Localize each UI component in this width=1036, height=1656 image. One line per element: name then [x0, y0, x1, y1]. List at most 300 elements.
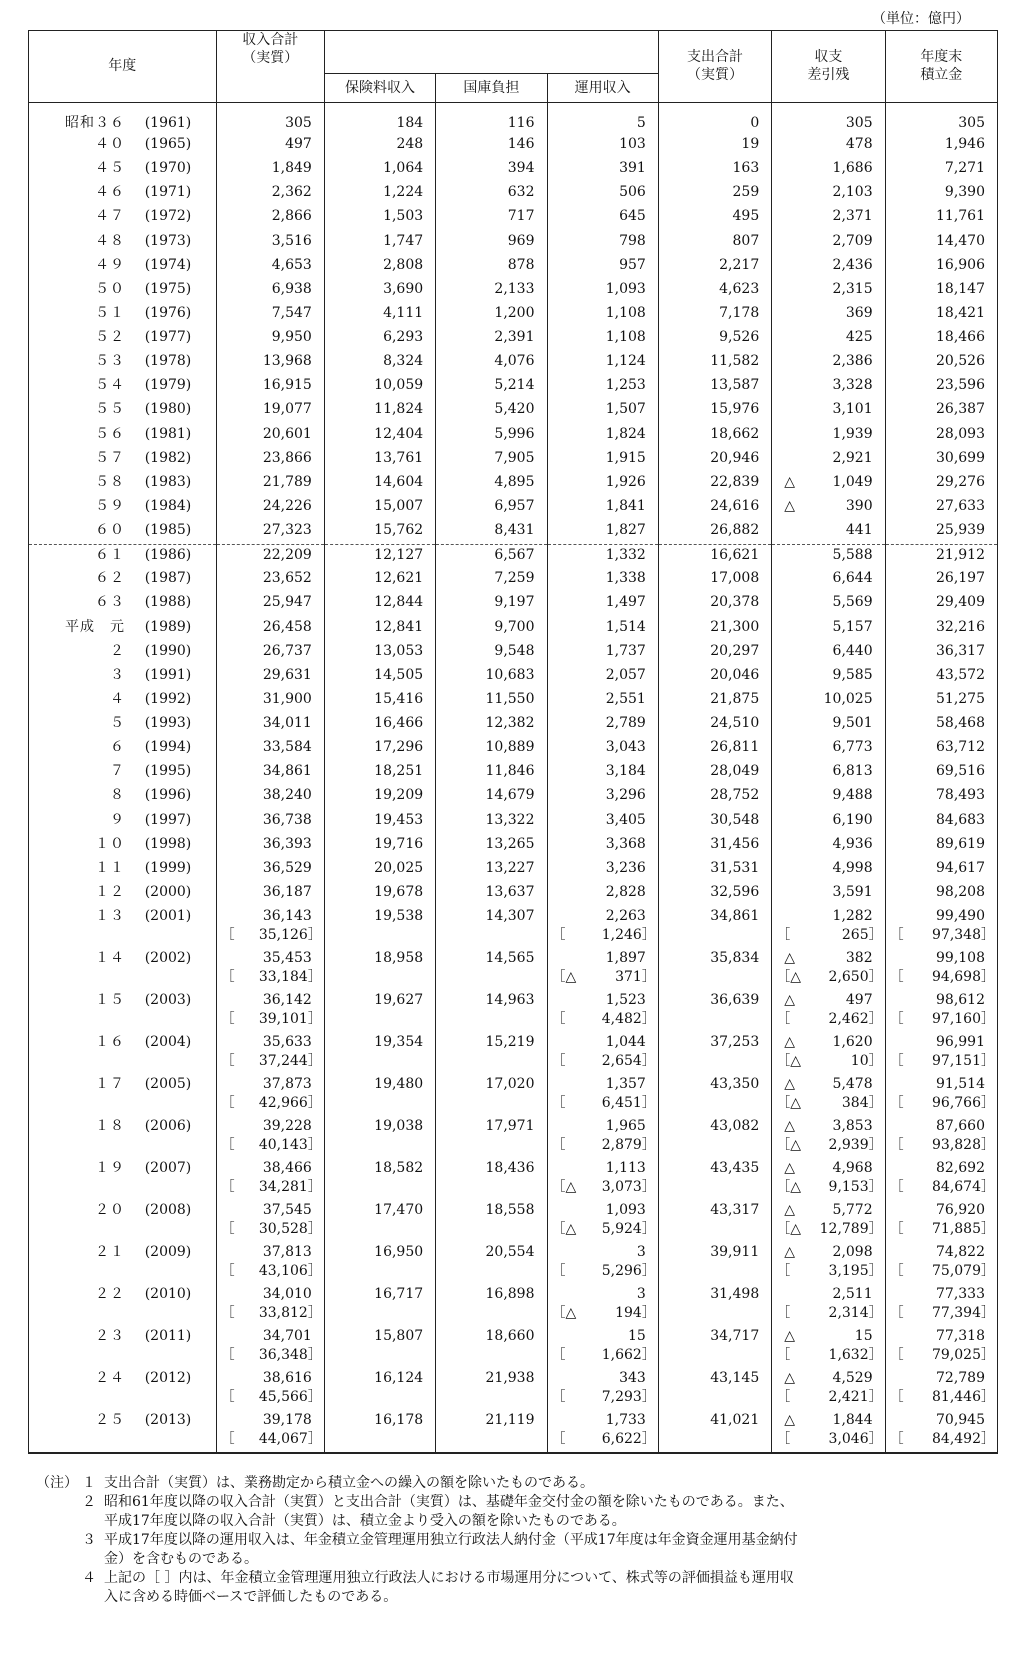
bracket-open: ［ [776, 1388, 791, 1405]
cell-premium [324, 255, 435, 279]
cell-reserve [885, 785, 997, 809]
value: 37,545 [262, 1201, 312, 1218]
value: 305 [285, 114, 312, 131]
value: 27,323 [262, 522, 312, 538]
value: 14,307 [485, 908, 535, 924]
market-value: ［ 79,025］ [889, 1346, 995, 1363]
value: 6,938 [271, 280, 312, 297]
value: 87,660 [936, 1117, 985, 1134]
cell-expense-total [658, 948, 771, 990]
value: 2,436 [832, 256, 873, 273]
value: 32,596 [710, 883, 760, 900]
value: 18,558 [485, 1201, 535, 1218]
cell-balance [772, 351, 885, 375]
era-year: １３ [95, 908, 125, 924]
cell-income-total [216, 424, 324, 448]
year-label [29, 1410, 216, 1430]
cell-investment [547, 206, 658, 230]
header-reserve: 年度末 積立金 [885, 31, 997, 103]
cell-year [29, 592, 217, 616]
cell-reserve [885, 906, 997, 948]
market-value: ［ 75,079］ [889, 1262, 995, 1279]
cell-balance [772, 1242, 885, 1284]
market-value: ［ 5,296］ [551, 1262, 656, 1279]
cell-year [29, 158, 217, 182]
cell-year [29, 1032, 217, 1074]
value: 18,662 [710, 425, 760, 442]
value: 1,253 [605, 377, 646, 394]
cell-treasury [436, 713, 547, 737]
cell-balance [772, 206, 885, 230]
cell-treasury [436, 520, 547, 544]
value: 1,124 [605, 353, 646, 370]
era-year: １９ [95, 1159, 125, 1176]
bracket-open: ［ [220, 1178, 235, 1195]
western-year: (1979) [144, 377, 192, 394]
bracket-open: ［ [889, 1220, 904, 1237]
value: 1,849 [271, 160, 312, 177]
cell-balance [772, 279, 885, 303]
year-label [29, 785, 216, 805]
cell-balance [772, 327, 885, 351]
cell-investment [547, 1116, 658, 1158]
cell-balance [772, 1074, 885, 1116]
value: 41,021 [710, 1411, 760, 1428]
cell-reserve [885, 1032, 997, 1074]
market-value: ［ △ 9,153］ [776, 1178, 883, 1195]
value: 8,431 [494, 522, 535, 538]
value: 1,497 [605, 594, 646, 611]
cell-investment [547, 375, 658, 399]
cell-premium [324, 1242, 435, 1284]
era-year: ６１ [95, 546, 125, 563]
cell-expense-total [658, 689, 771, 713]
bracket-open: ［ [551, 1388, 566, 1405]
market-value: ［ 84,492］ [889, 1430, 995, 1447]
table-row [29, 472, 998, 496]
western-year: (2001) [144, 908, 192, 924]
cell-balance [772, 544, 885, 568]
value: 13,968 [262, 353, 312, 370]
cell-balance [772, 1116, 885, 1158]
cell-treasury [436, 737, 547, 761]
note-number: １ [82, 1475, 96, 1491]
bracket-open: ［ [551, 1136, 566, 1153]
cell-investment [547, 1368, 658, 1410]
western-year: (1994) [144, 739, 192, 756]
cell-treasury [436, 1116, 547, 1158]
market-value: ［ 43,106］ [220, 1262, 322, 1279]
cell-reserve [885, 231, 997, 255]
era-year: ４ [110, 690, 125, 707]
cell-year [29, 182, 217, 206]
value: 478 [845, 136, 873, 152]
cell-balance [772, 785, 885, 809]
value: 21,912 [936, 546, 985, 563]
value: 1,224 [383, 184, 424, 201]
value: 969 [507, 232, 535, 249]
value: △ 497 [784, 991, 873, 1008]
market-value: ［ 42,966］ [220, 1094, 322, 1111]
year-label [29, 1284, 216, 1304]
cell-reserve [885, 1242, 997, 1284]
value: 23,866 [262, 449, 312, 466]
cell-treasury [436, 1032, 547, 1074]
negative-mark: △ [784, 1411, 796, 1428]
bracket-open: ［ [889, 1262, 904, 1279]
cell-reserve [885, 1410, 997, 1453]
year-label [29, 948, 216, 968]
value: 3,690 [383, 280, 424, 297]
cell-reserve [885, 948, 997, 990]
value: 632 [507, 184, 535, 201]
cell-income-total [216, 102, 324, 134]
value: 26,811 [710, 739, 760, 756]
value: 1,108 [605, 329, 646, 345]
western-year: (1984) [144, 497, 192, 514]
value: 36,393 [262, 835, 312, 852]
value: 23,596 [936, 377, 985, 394]
value: △ 382 [784, 949, 873, 966]
cell-premium [324, 906, 435, 948]
cell-balance [772, 568, 885, 592]
cell-premium [324, 1368, 435, 1410]
western-year: (1982) [144, 449, 192, 466]
value: 10,059 [374, 377, 424, 394]
cell-expense-total [658, 448, 771, 472]
note-lead [36, 1531, 82, 1550]
era-year: ２５ [95, 1411, 125, 1428]
cell-reserve [885, 665, 997, 689]
cell-expense-total [658, 182, 771, 206]
value: 3,368 [605, 835, 646, 852]
value: 16,124 [374, 1369, 424, 1386]
era-year: ４９ [95, 256, 125, 273]
note-line [36, 1531, 996, 1550]
value: 30,699 [936, 449, 985, 466]
negative-mark: △ [565, 1220, 577, 1237]
cell-treasury [436, 102, 547, 134]
bracket-open: ［ [220, 927, 235, 943]
value: 13,761 [374, 449, 424, 466]
cell-premium [324, 472, 435, 496]
cell-premium [324, 375, 435, 399]
cell-income-total [216, 906, 324, 948]
cell-reserve [885, 1284, 997, 1326]
year-label [29, 761, 216, 781]
cell-investment [547, 544, 658, 568]
cell-investment [547, 472, 658, 496]
bracket-open: ［ [889, 1388, 904, 1405]
cell-income-total [216, 448, 324, 472]
cell-reserve [885, 858, 997, 882]
cell-balance [772, 182, 885, 206]
value: 3,296 [605, 787, 646, 804]
table-row [29, 1284, 998, 1326]
cell-expense-total [658, 327, 771, 351]
cell-expense-total [658, 858, 771, 882]
cell-income-total [216, 1032, 324, 1074]
notes [36, 1474, 996, 1607]
note-lead [36, 1569, 82, 1588]
cell-income-total [216, 665, 324, 689]
western-year: (1999) [144, 859, 192, 876]
cell-expense-total [658, 713, 771, 737]
era-year: １１ [95, 859, 125, 876]
table-row [29, 102, 998, 134]
value: 645 [619, 208, 646, 225]
value: 7,271 [944, 160, 985, 177]
value: 1,686 [832, 160, 873, 177]
bracket-open: ［ [889, 968, 904, 985]
cell-treasury [436, 834, 547, 858]
year-label [29, 810, 216, 830]
market-value: ［ 94,698］ [889, 968, 995, 985]
cell-year [29, 496, 217, 520]
cell-income-total [216, 785, 324, 809]
era-year: １８ [95, 1117, 125, 1134]
cell-investment [547, 1284, 658, 1326]
cell-expense-total [658, 279, 771, 303]
cell-expense-total [658, 592, 771, 616]
era-year: ５ [110, 715, 125, 731]
cell-balance [772, 641, 885, 665]
value: 43,317 [710, 1201, 760, 1218]
value: 4,111 [383, 304, 424, 321]
cell-balance [772, 882, 885, 906]
cell-treasury [436, 399, 547, 423]
cell-expense-total [658, 761, 771, 785]
cell-premium [324, 520, 435, 544]
year-label [29, 568, 216, 588]
value: 21,938 [485, 1369, 535, 1386]
cell-balance [772, 1200, 885, 1242]
value: 2,511 [832, 1285, 873, 1302]
cell-investment [547, 906, 658, 948]
cell-investment [547, 592, 658, 616]
value: 1,514 [605, 618, 646, 635]
cell-balance [772, 858, 885, 882]
value: 2,371 [832, 208, 873, 225]
cell-expense-total [658, 665, 771, 689]
year-label [29, 1032, 216, 1052]
table-body [29, 102, 998, 1453]
table-row [29, 1410, 998, 1453]
market-value: ［ 97,151］ [889, 1052, 995, 1069]
value: 1,915 [605, 449, 646, 466]
cell-treasury [436, 472, 547, 496]
value: 5,157 [832, 618, 873, 635]
value: 19,538 [374, 908, 424, 924]
market-value: ［ △ 194］ [551, 1304, 656, 1321]
value: 19 [741, 136, 760, 152]
cell-balance [772, 399, 885, 423]
cell-year [29, 737, 217, 761]
value: 69,516 [936, 763, 985, 780]
bracket-open: ［ [220, 1094, 235, 1111]
value: 305 [845, 114, 873, 131]
cell-expense-total [658, 1074, 771, 1116]
value: 28,752 [710, 787, 760, 804]
value: 82,692 [936, 1159, 985, 1176]
value: 14,963 [485, 991, 535, 1008]
western-year: (2012) [144, 1369, 192, 1386]
value: 91,514 [936, 1075, 985, 1092]
value: 21,300 [710, 618, 760, 635]
table-row [29, 1116, 998, 1158]
value: 1,093 [605, 280, 646, 297]
value: 19,627 [374, 991, 424, 1008]
cell-reserve [885, 255, 997, 279]
value: 506 [619, 184, 646, 201]
cell-premium [324, 990, 435, 1032]
bracket-open: ［ [776, 1430, 791, 1447]
value: △ 1,620 [784, 1033, 873, 1050]
table-row [29, 568, 998, 592]
note-line [36, 1512, 996, 1531]
value: 9,501 [832, 715, 873, 731]
cell-premium [324, 834, 435, 858]
value: 12,382 [485, 715, 535, 731]
cell-income-total [216, 834, 324, 858]
era-year: １４ [95, 949, 125, 966]
year-label [29, 617, 216, 637]
cell-premium [324, 641, 435, 665]
value: 15,976 [710, 401, 760, 418]
value: 798 [619, 232, 646, 249]
year-label [29, 351, 216, 371]
market-value: ［ △ 3,073］ [551, 1178, 656, 1195]
table-row [29, 134, 998, 158]
cell-investment [547, 834, 658, 858]
market-value: ［ 96,766］ [889, 1094, 995, 1111]
table-row [29, 279, 998, 303]
table-row [29, 1074, 998, 1116]
value: 116 [507, 114, 535, 131]
era-year: ９ [110, 811, 125, 828]
bracket-open: ［ [551, 1178, 566, 1195]
value: 34,861 [262, 763, 312, 780]
western-year: (1997) [144, 811, 192, 828]
era-year: ４０ [95, 136, 125, 152]
cell-treasury [436, 424, 547, 448]
cell-year [29, 689, 217, 713]
cell-treasury [436, 810, 547, 834]
era-year: ４５ [95, 160, 125, 177]
negative-mark: △ [784, 949, 796, 966]
note-line [36, 1588, 996, 1607]
value: 99,490 [936, 908, 985, 924]
cell-reserve [885, 158, 997, 182]
value: 1,200 [494, 304, 535, 321]
value: 2,789 [605, 715, 646, 731]
cell-treasury [436, 182, 547, 206]
cell-year [29, 785, 217, 809]
cell-expense-total [658, 641, 771, 665]
cell-income-total [216, 1284, 324, 1326]
value: 10,683 [485, 666, 535, 683]
negative-mark: △ [565, 1304, 577, 1321]
value: 7,905 [494, 449, 535, 466]
western-year: (1975) [144, 280, 192, 297]
cell-expense-total [658, 206, 771, 230]
market-value: ［ 6,622］ [551, 1430, 656, 1447]
note-lead: （注） [36, 1475, 78, 1491]
market-value: ［ 35,126］ [220, 927, 322, 943]
bracket-open: ［ [551, 1346, 566, 1363]
value: 34,010 [262, 1285, 312, 1302]
value: 78,493 [936, 787, 985, 804]
value: 15 [628, 1327, 646, 1344]
western-year: (1973) [144, 232, 192, 249]
value: 21,789 [262, 473, 312, 490]
note-text: 平成17年度以降の運用収入は、年金積立金管理運用独立行政法人納付金（平成17年度は年金資金運用基金納付 [104, 1532, 798, 1548]
value: 5,420 [494, 401, 535, 418]
value: 5 [636, 114, 646, 131]
value: 259 [732, 184, 760, 201]
cell-income-total [216, 1158, 324, 1200]
year-label [29, 834, 216, 854]
value: 2,551 [605, 690, 646, 707]
value: 2,057 [605, 666, 646, 683]
header-premium: 保険料収入 [324, 73, 435, 102]
value: 39,911 [710, 1243, 760, 1260]
cell-balance [772, 134, 885, 158]
market-value: ［ 1,246］ [551, 927, 656, 943]
cell-premium [324, 882, 435, 906]
bracket-open: ［ [220, 1388, 235, 1405]
bracket-open: ［ [889, 1010, 904, 1027]
cell-income-total [216, 1200, 324, 1242]
cell-investment [547, 1326, 658, 1368]
cell-income-total [216, 689, 324, 713]
cell-investment [547, 713, 658, 737]
cell-reserve [885, 641, 997, 665]
cell-reserve [885, 990, 997, 1032]
western-year: (1993) [144, 715, 192, 731]
era-year: 平成 元 [65, 618, 125, 635]
cell-premium [324, 1074, 435, 1116]
cell-expense-total [658, 231, 771, 255]
cell-year [29, 1368, 217, 1410]
cell-treasury [436, 641, 547, 665]
cell-year [29, 834, 217, 858]
value: 18,582 [374, 1159, 424, 1176]
value: 11,761 [936, 208, 985, 225]
western-year: (2008) [144, 1201, 192, 1218]
era-year: １５ [95, 991, 125, 1008]
cell-year [29, 206, 217, 230]
cell-treasury [436, 206, 547, 230]
cell-balance [772, 665, 885, 689]
market-value: ［ △ 10］ [776, 1052, 883, 1069]
cell-treasury [436, 448, 547, 472]
value: 495 [732, 208, 760, 225]
market-value: ［ 2,879］ [551, 1136, 656, 1153]
cell-investment [547, 399, 658, 423]
note-number [82, 1512, 104, 1531]
cell-balance [772, 834, 885, 858]
cell-treasury [436, 785, 547, 809]
table-row [29, 810, 998, 834]
cell-reserve [885, 544, 997, 568]
cell-expense-total [658, 810, 771, 834]
value: △ 5,772 [784, 1201, 873, 1218]
western-year: (1985) [144, 522, 192, 538]
western-year: (2004) [144, 1033, 192, 1050]
negative-mark: △ [784, 1159, 796, 1176]
cell-treasury [436, 158, 547, 182]
